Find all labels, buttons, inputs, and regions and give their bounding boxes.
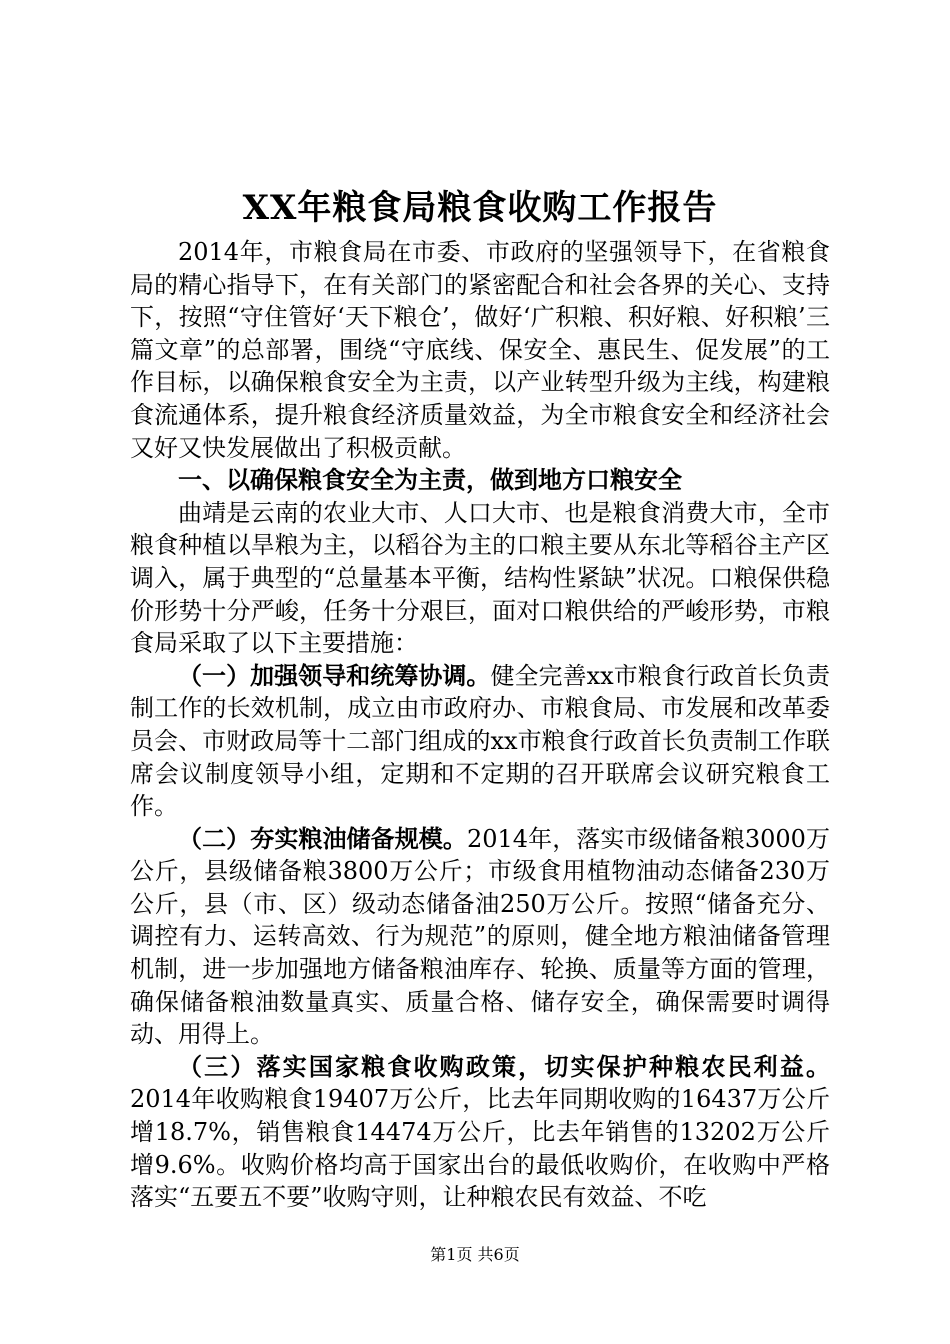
section-1-heading: 一、以确保粮食安全为主责，做到地方口粮安全 (178, 466, 682, 495)
measure-2-lead: （二）夯实粮油储备规模。 (178, 824, 467, 853)
document-title: XX年粮食局粮食收购工作报告 (242, 188, 718, 228)
measure-1-paragraph (130, 660, 830, 823)
page-footer: 第1页 共6页 (430, 1245, 520, 1264)
measure-2-paragraph (130, 823, 830, 1051)
measure-2-body: 2014年，落实市级储备粮3000万公斤，县级储备粮3800万公斤；市级食用植物油动态储备230万公斤，县（市、区）级动态储备油250万公斤。按照“储备充分、调控有力、运转高效、行为规范”的原则，健全地方粮油储备管理机制，进一步加强地方储备粮油库存、轮换、质量等方面的管理，确保储备粮油数量真实、质量合格、储存安全，确保需要时调得动、用得上。 (130, 824, 831, 1049)
intro-paragraph: 2014年，市粮食局在市委、市政府的坚强领导下，在省粮食局的精心指导下，在有关部门的紧密配合和社会各界的关心、支持下，按照“守住管好‘天下粮仓’，做好‘广积粮、积好粮、好积粮’三篇文章”的总部署，围绕“守底线、保安全、惠民生、促发展”的工作目标，以确保粮食安全为主责，以产业转型升级为主线，构建粮食流通体系，提升粮食经济质量效益，为全市粮食安全和经济社会又好又快发展做出了积极贡献。 (130, 238, 830, 462)
measure-1-lead: （一）加强领导和统筹协调。 (178, 661, 491, 690)
measure-3-paragraph (130, 1051, 830, 1214)
measure-1-body: 健全完善xx市粮食行政首长负责制工作的长效机制，成立由市政府办、市粮食局、市发展和改革委员会、市财政局等十二部门组成的xx市粮食行政首长负责制工作联席会议制度领导小组，定期和不定期的召开联席会议研究粮食工作。 (130, 661, 830, 821)
document-body (130, 236, 830, 1214)
measure-3-lead: （三）落实国家粮食收购政策，切实保护种粮农民利益。 (178, 1052, 830, 1081)
section-1-paragraph: 曲靖是云南的农业大市、人口大市、也是粮食消费大市，全市粮食种植以旱粮为主，以稻谷为主的口粮主要从东北等稻谷主产区调入，属于典型的“总量基本平衡，结构性紧缺”状况。口粮保供稳价形势十分严峻，任务十分艰巨，面对口粮供给的严峻形势，市粮食局采取了以下主要措施： (130, 498, 830, 658)
measure-3-body: 2014年收购粮食19407万公斤，比去年同期收购的16437万公斤增18.7%，销售粮食14474万公斤，比去年销售的13202万公斤增9.6%。收购价格均高于国家出台的最低收购价，在收购中严格落实“五要五不要”收购守则，让种粮农民有效益、不吃 (130, 1085, 830, 1212)
